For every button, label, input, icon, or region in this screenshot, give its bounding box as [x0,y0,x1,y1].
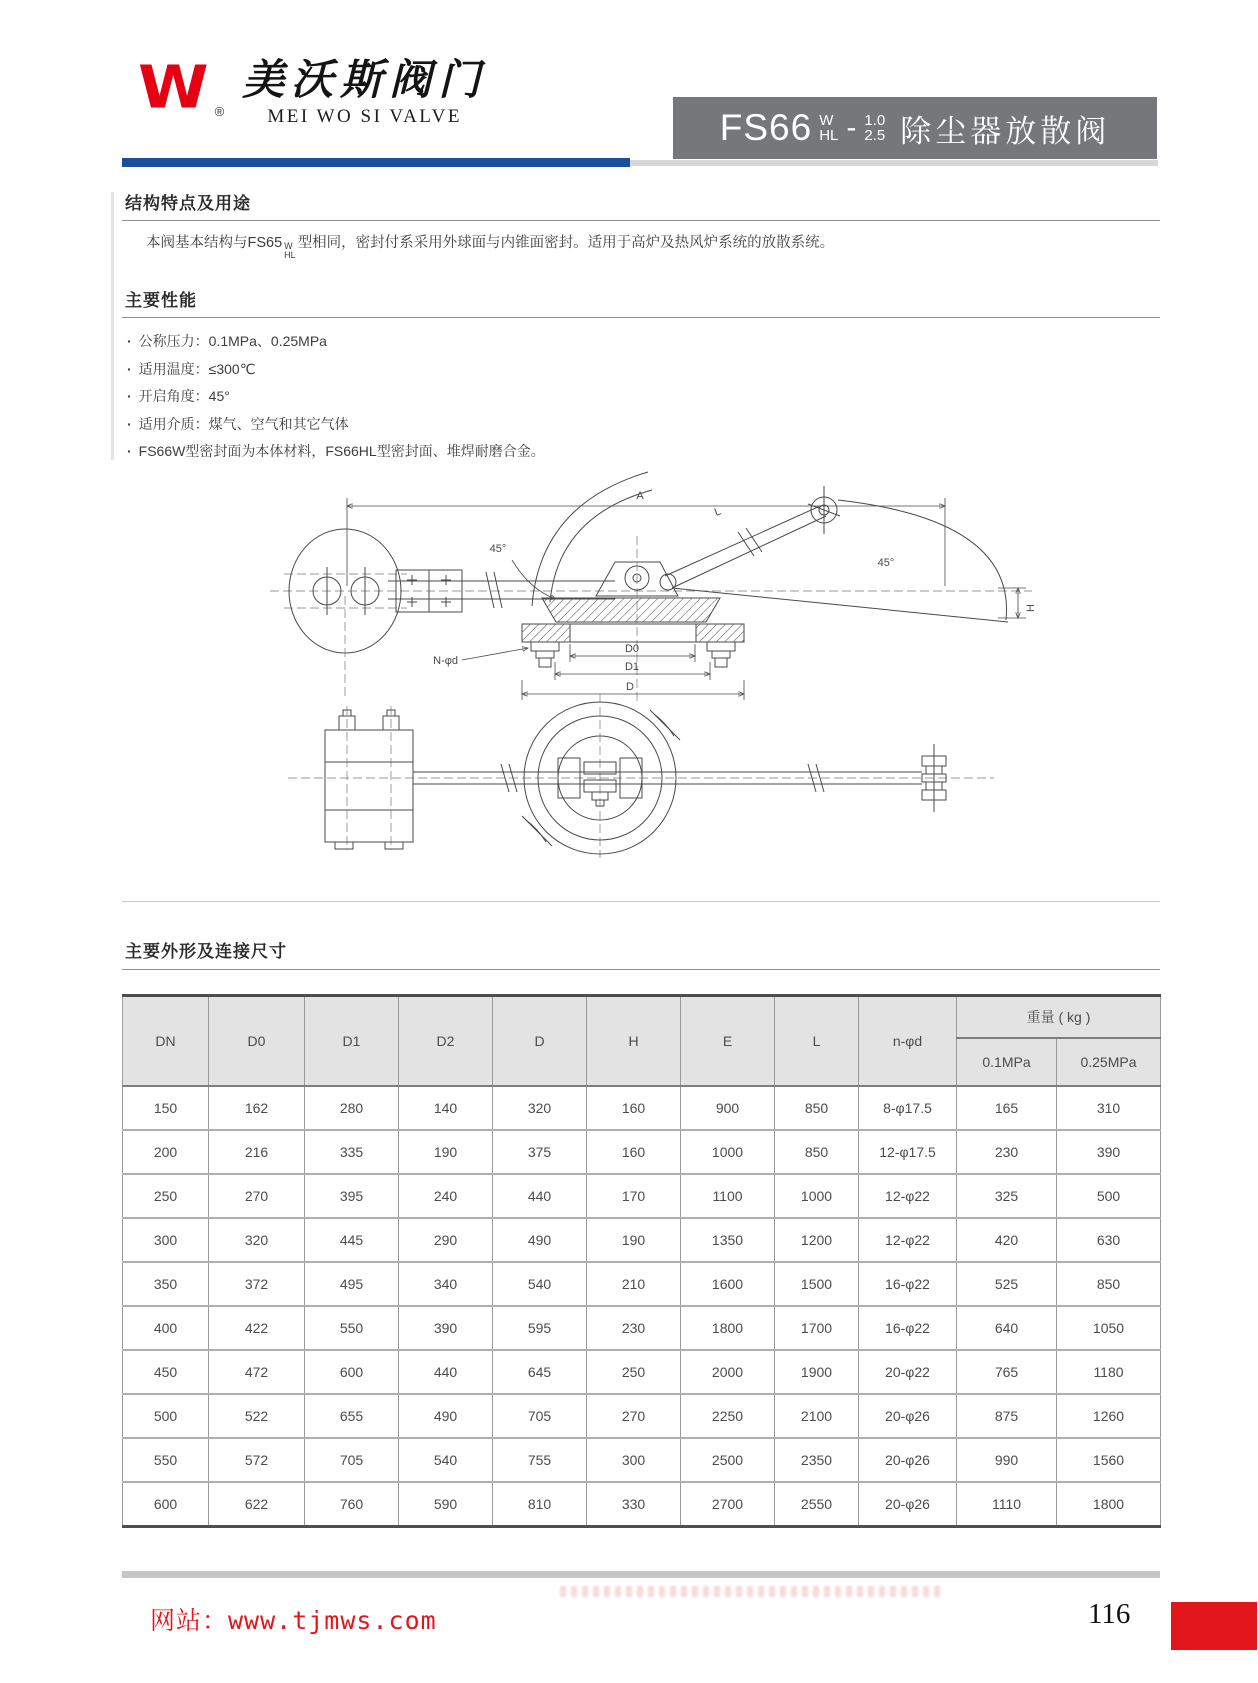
table-cell: 280 [305,1086,399,1130]
table-cell: 500 [1057,1174,1161,1218]
col-header-d1: D1 [305,996,399,1087]
table-cell: 240 [399,1174,493,1218]
dim-label-d1: D1 [624,661,640,673]
table-cell: 440 [399,1350,493,1394]
table-cell: 1000 [775,1174,859,1218]
table-cell: 1000 [681,1130,775,1174]
dimensions-table [122,994,1161,1528]
table-cell: 760 [305,1482,399,1527]
section-rule-features [122,220,1160,221]
col-header-d: D [493,996,587,1087]
performance-list [127,328,545,466]
table-cell: 190 [399,1130,493,1174]
performance-item: · FS66W型密封面为本体材料，FS66HL型密封面、堆焊耐磨合金。 [127,438,545,466]
table-row [123,1394,1161,1438]
table-cell: 270 [587,1394,681,1438]
table-cell: 490 [399,1394,493,1438]
features-text-post: 型相同，密封付系采用外球面与内锥面密封。适用于高炉及热风炉系统的放散系统。 [297,235,835,251]
technical-drawing [160,468,1160,860]
brand-names [242,56,487,128]
performance-item: · 公称压力：0.1MPa、0.25MPa [127,328,545,356]
dims-table-body [123,1086,1161,1527]
bolt-note-label: N-φd [433,655,458,667]
table-cell: 140 [399,1086,493,1130]
table-cell: 160 [587,1086,681,1130]
table-cell: 160 [587,1130,681,1174]
table-cell: 450 [123,1350,209,1394]
dim-label-d0: D0 [624,643,640,655]
company-logo [138,53,488,128]
table-cell: 1200 [775,1218,859,1262]
table-row [123,1086,1161,1130]
table-cell: 850 [1057,1262,1161,1306]
model-code: FS66 [719,107,813,148]
table-row [123,1174,1161,1218]
model-dash: - [846,111,857,144]
table-cell: 600 [123,1482,209,1527]
table-cell: 2000 [681,1350,775,1394]
model-type-top: W [819,112,834,129]
table-cell: 1260 [1057,1394,1161,1438]
header-accent-bar-gray [630,160,1158,166]
table-cell: 290 [399,1218,493,1262]
pressure-top: 1.0 [864,112,886,129]
table-cell: 540 [493,1262,587,1306]
table-cell: 600 [305,1350,399,1394]
table-row [123,1482,1161,1527]
header-accent-bar-blue [122,158,630,167]
table-cell: 20-φ26 [859,1394,957,1438]
table-cell: 20-φ26 [859,1482,957,1527]
inline-type-bottom: HL [284,250,296,260]
section-rule-performance [122,317,1160,318]
table-cell: 595 [493,1306,587,1350]
table-cell: 810 [493,1482,587,1527]
table-cell: 522 [209,1394,305,1438]
table-cell: 850 [775,1130,859,1174]
table-cell: 150 [123,1086,209,1130]
table-cell: 330 [587,1482,681,1527]
table-cell: 400 [123,1306,209,1350]
separator-rule [122,901,1160,902]
table-cell: 2250 [681,1394,775,1438]
col-header-weight-025mpa: 0.25MPa [1057,1038,1161,1086]
table-cell: 20-φ22 [859,1350,957,1394]
col-header-nphid: n-φd [859,996,957,1087]
table-cell: 622 [209,1482,305,1527]
table-header [123,996,1161,1087]
ghost-print-artifact [560,1586,940,1597]
table-cell: 765 [957,1350,1057,1394]
section-title-features: 结构特点及用途 [125,194,251,213]
inline-type-top: W [284,241,293,251]
table-cell: 540 [399,1438,493,1482]
table-cell: 550 [305,1306,399,1350]
brand-name-chinese: 美沃斯阀门 [242,55,488,104]
table-row [123,1306,1161,1350]
col-header-d0: D0 [209,996,305,1087]
table-cell: 705 [305,1438,399,1482]
table-row [123,1350,1161,1394]
pressure-bottom: 2.5 [864,127,886,144]
footer-divider-bar [122,1571,1160,1578]
table-cell: 12-φ22 [859,1174,957,1218]
table-cell: 572 [209,1438,305,1482]
side-view-drawing [270,472,1037,702]
table-cell: 495 [305,1262,399,1306]
dim-label-h: H [1025,604,1037,612]
table-cell: 320 [209,1218,305,1262]
table-cell: 170 [587,1174,681,1218]
registered-mark-icon: ® [214,104,225,119]
performance-item: · 适用介质：煤气、空气和其它气体 [127,411,545,439]
table-cell: 2500 [681,1438,775,1482]
top-view-drawing [288,694,994,858]
table-cell: 340 [399,1262,493,1306]
table-cell: 372 [209,1262,305,1306]
table-cell: 335 [305,1130,399,1174]
table-cell: 850 [775,1086,859,1130]
table-cell: 640 [957,1306,1057,1350]
table-cell: 1110 [957,1482,1057,1527]
table-cell: 20-φ26 [859,1438,957,1482]
product-title-banner [673,97,1157,159]
table-cell: 270 [209,1174,305,1218]
table-cell: 1800 [681,1306,775,1350]
table-cell: 250 [587,1350,681,1394]
model-type-stack [819,113,838,143]
table-cell: 230 [587,1306,681,1350]
table-cell: 12-φ22 [859,1218,957,1262]
section-title-performance: 主要性能 [125,291,197,310]
table-cell: 250 [123,1174,209,1218]
angle-label-left: 45° [489,543,507,555]
logo-w-icon: W [138,53,205,123]
col-header-weight-01mpa: 0.1MPa [957,1038,1057,1086]
table-cell: 190 [587,1218,681,1262]
table-cell: 350 [123,1262,209,1306]
col-header-e: E [681,996,775,1087]
model-type-bottom: HL [819,127,839,144]
table-cell: 325 [957,1174,1057,1218]
col-header-l: L [775,996,859,1087]
brand-name-english: MEI WO SI VALVE [267,106,462,127]
table-cell: 16-φ22 [859,1262,957,1306]
table-cell: 630 [1057,1218,1161,1262]
table-row [123,1438,1161,1482]
features-paragraph [146,231,1146,260]
table-cell: 445 [305,1218,399,1262]
table-cell: 645 [493,1350,587,1394]
table-cell: 390 [399,1306,493,1350]
table-cell: 210 [587,1262,681,1306]
features-text-pre: 本阀基本结构与FS65 [146,235,283,251]
table-cell: 8-φ17.5 [859,1086,957,1130]
table-cell: 2350 [775,1438,859,1482]
table-cell: 755 [493,1438,587,1482]
website-url: 网站：www.tjmws.com [150,1606,437,1635]
table-cell: 1600 [681,1262,775,1306]
table-cell: 490 [493,1218,587,1262]
table-cell: 1800 [1057,1482,1161,1527]
table-cell: 590 [399,1482,493,1527]
table-cell: 422 [209,1306,305,1350]
dim-label-a: A [636,490,644,502]
table-cell: 300 [123,1218,209,1262]
table-cell: 440 [493,1174,587,1218]
table-cell: 300 [587,1438,681,1482]
table-cell: 1350 [681,1218,775,1262]
col-header-d2: D2 [399,996,493,1087]
section-title-dimensions: 主要外形及连接尺寸 [125,942,287,961]
table-cell: 500 [123,1394,209,1438]
dim-label-d: D [626,681,634,693]
table-cell: 875 [957,1394,1057,1438]
table-cell: 1700 [775,1306,859,1350]
table-cell: 162 [209,1086,305,1130]
table-cell: 390 [1057,1130,1161,1174]
table-cell: 2100 [775,1394,859,1438]
table-cell: 395 [305,1174,399,1218]
product-name: 除尘器放散阀 [900,113,1111,149]
table-cell: 320 [493,1086,587,1130]
table-row [123,1130,1161,1174]
page-corner-red-block [1171,1602,1257,1650]
table-cell: 1900 [775,1350,859,1394]
table-cell: 165 [957,1086,1057,1130]
section-rule-dimensions [122,969,1160,970]
table-cell: 705 [493,1394,587,1438]
col-header-dn: DN [123,996,209,1087]
table-cell: 655 [305,1394,399,1438]
table-cell: 525 [957,1262,1057,1306]
table-cell: 2700 [681,1482,775,1527]
table-cell: 1100 [681,1174,775,1218]
col-header-h: H [587,996,681,1087]
angle-label-right: 45° [877,557,895,569]
table-cell: 12-φ17.5 [859,1130,957,1174]
table-cell: 200 [123,1130,209,1174]
table-cell: 310 [1057,1086,1161,1130]
table-cell: 230 [957,1130,1057,1174]
table-cell: 990 [957,1438,1057,1482]
page-number: 116 [1088,1598,1131,1630]
inline-type-stack [284,242,296,260]
table-row [123,1262,1161,1306]
dim-label-l: L [712,505,723,519]
table-cell: 2550 [775,1482,859,1527]
table-cell: 900 [681,1086,775,1130]
performance-item: · 开启角度：45° [127,383,545,411]
left-margin-strip [111,192,114,460]
table-cell: 1180 [1057,1350,1161,1394]
table-row [123,1218,1161,1262]
table-cell: 16-φ22 [859,1306,957,1350]
table-cell: 1500 [775,1262,859,1306]
table-cell: 216 [209,1130,305,1174]
pressure-stack [864,113,885,143]
table-cell: 472 [209,1350,305,1394]
table-cell: 375 [493,1130,587,1174]
performance-item: · 适用温度：≤300℃ [127,356,545,384]
table-cell: 420 [957,1218,1057,1262]
table-cell: 1560 [1057,1438,1161,1482]
col-header-weight-group: 重量 ( kg ) [957,996,1161,1039]
table-cell: 1050 [1057,1306,1161,1350]
table-cell: 550 [123,1438,209,1482]
